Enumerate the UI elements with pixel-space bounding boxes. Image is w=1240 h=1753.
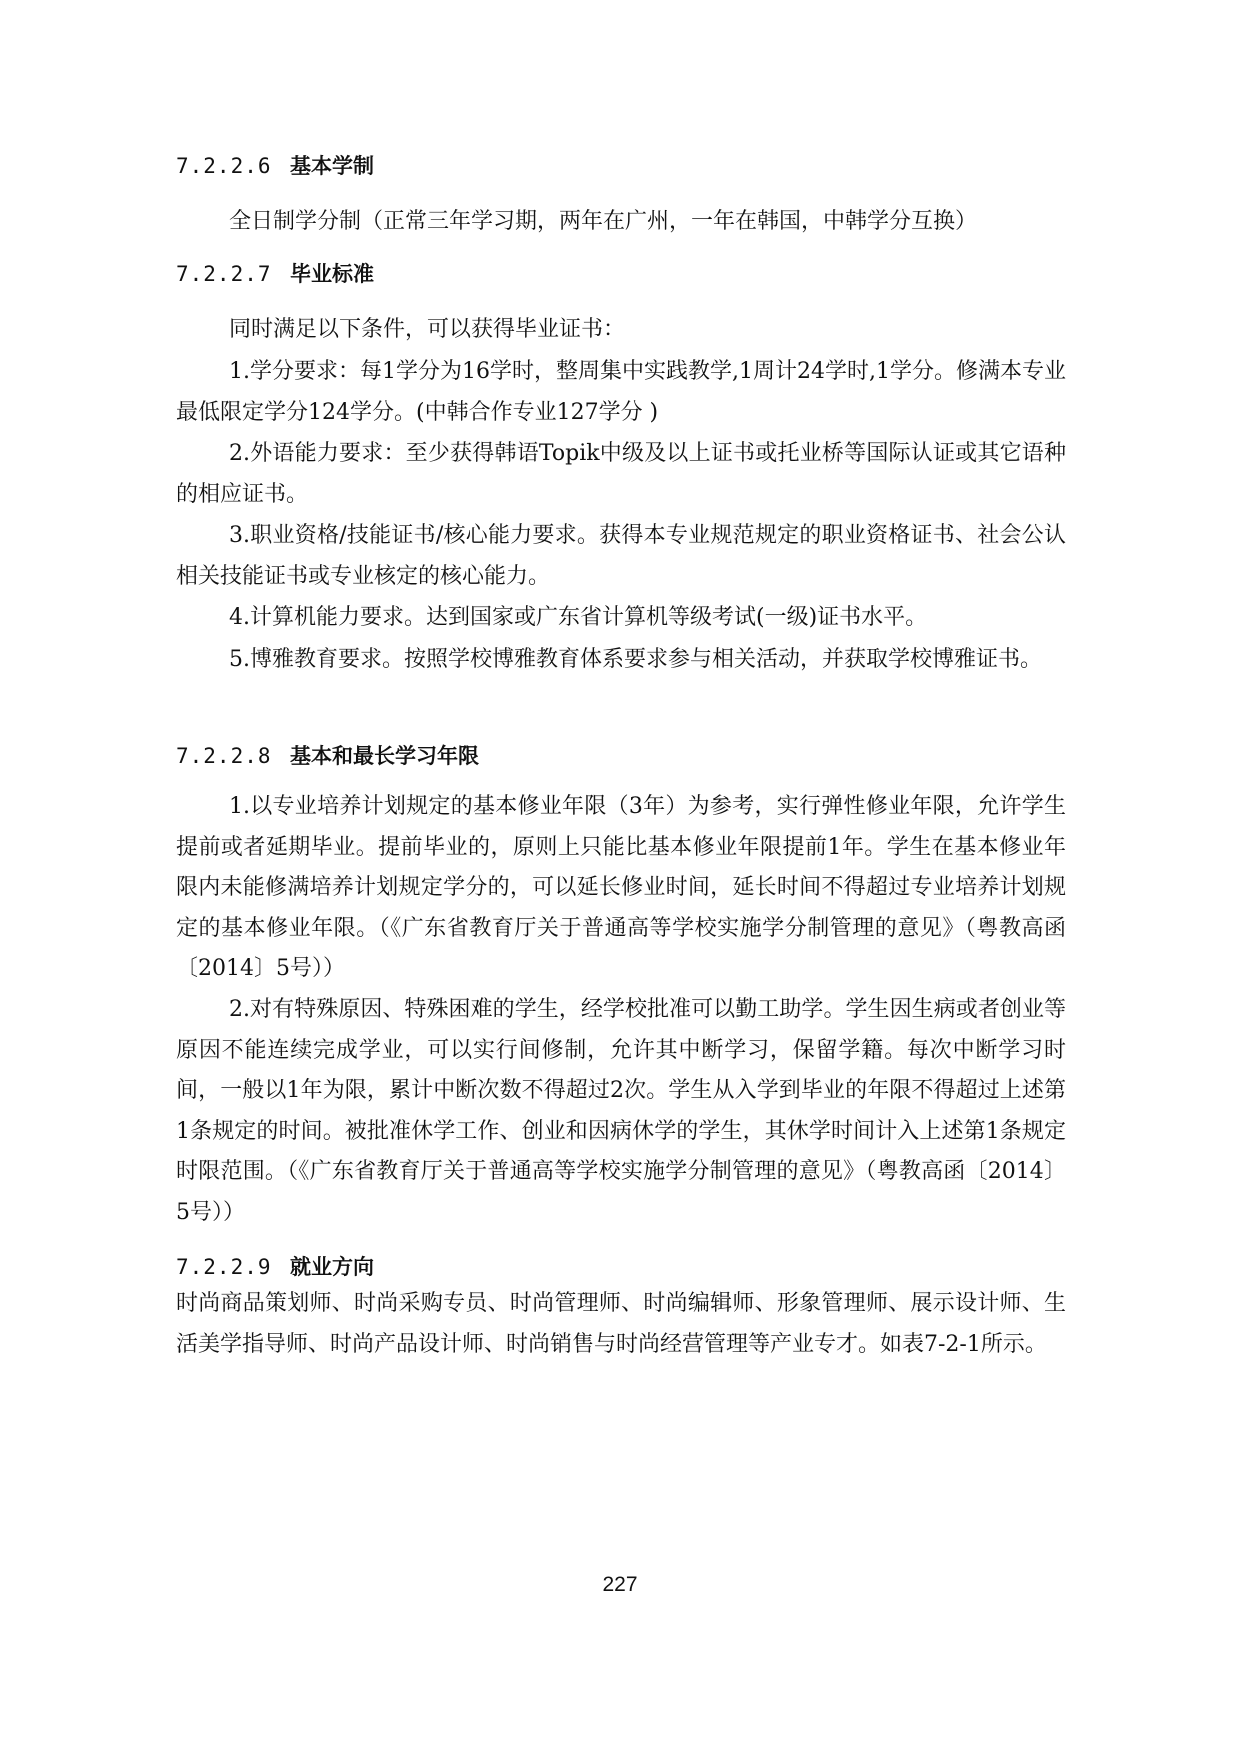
- section-heading-7-2-2-8: [176, 740, 479, 770]
- paragraph-years-suspension: 2.对有特殊原因、特殊困难的学生，经学校批准可以勤工助学。学生因生病或者创业等原因不能连续完成学业，可以实行间修制，允许其中断学习，保留学籍。每次中断学习时间，一般以1年为限，累计中断次数不得超过2次。学生从入学到毕业的年限不得超过上述第1条规定的时间。被批准休学工作、创业和因病休学的学生，其休学时间计入上述第1条规定时限范围。（《广东省教育厅关于普通高等学校实施学分制管理的意见》（粤教高函〔2014〕5号））: [176, 997, 1066, 1225]
- section-title: 基本和最长学习年限: [290, 744, 479, 768]
- paragraph-grad-computer: 4.计算机能力要求。达到国家或广东省计算机等级考试(一级)证书水平。: [229, 605, 928, 630]
- paragraph-grad-liberal-arts: 5.博雅教育要求。按照学校博雅教育体系要求参与相关活动，并获取学校博雅证书。: [229, 647, 1042, 672]
- section-number: 7.2.2.8: [176, 744, 272, 768]
- page-number: 227: [602, 1573, 638, 1596]
- section-heading-7-2-2-7: [176, 258, 374, 288]
- section-number: 7.2.2.9: [176, 1255, 272, 1279]
- section-title: 基本学制: [290, 154, 374, 178]
- paragraph-grad-qualification: 3.职业资格/技能证书/核心能力要求。获得本专业规范规定的职业资格证书、社会公认相关技能证书或专业核定的核心能力。: [176, 523, 1066, 589]
- section-title: 毕业标准: [290, 262, 374, 286]
- paragraph-grad-language: 2.外语能力要求：至少获得韩语Topik中级及以上证书或托业桥等国际认证或其它语种的相应证书。: [176, 441, 1066, 507]
- paragraph-years-flexible: 1.以专业培养计划规定的基本修业年限（3年）为参考，实行弹性修业年限，允许学生提前或者延期毕业。提前毕业的，原则上只能比基本修业年限提前1年。学生在基本修业年限内未能修满培养计划规定学分的，可以延长修业时间，延长时间不得超过专业培养计划规定的基本修业年限。（《广东省教育厅关于普通高等学校实施学分制管理的意见》（粤教高函〔2014〕5号））: [176, 794, 1067, 981]
- section-number: 7.2.2.6: [176, 154, 272, 178]
- paragraph-employment: 时尚商品策划师、时尚采购专员、时尚管理师、时尚编辑师、形象管理师、展示设计师、生活美学指导师、时尚产品设计师、时尚销售与时尚经营管理等产业专才。如表7-2-1所示。: [176, 1291, 1066, 1357]
- section-heading-7-2-2-6: [176, 150, 374, 180]
- section-title: 就业方向: [290, 1255, 374, 1279]
- paragraph-grad-credit: 1.学分要求：每1学分为16学时，整周集中实践教学,1周计24学时,1学分。修满本专业最低限定学分124学分。(中韩合作专业127学分 ): [176, 359, 1066, 425]
- section-heading-7-2-2-9: [176, 1251, 374, 1281]
- paragraph-grad-intro: 同时满足以下条件，可以获得毕业证书：: [229, 317, 626, 342]
- section-number: 7.2.2.7: [176, 262, 272, 286]
- paragraph-academic-system: 全日制学分制（正常三年学习期，两年在广州，一年在韩国，中韩学分互换）: [229, 209, 978, 234]
